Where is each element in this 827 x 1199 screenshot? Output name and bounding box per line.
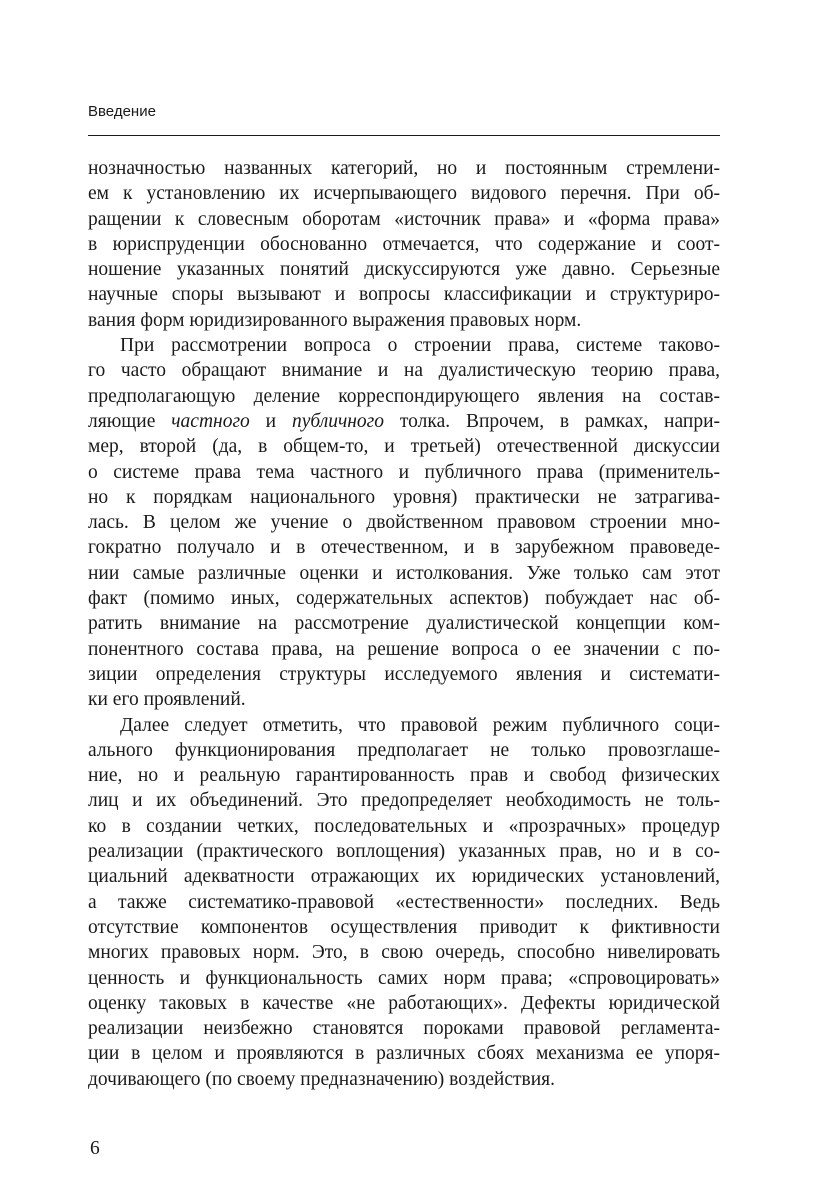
text-segment: ценность и функциональность самих норм права; «спровоцировать» — [88, 967, 720, 989]
text-segment: ляющие — [88, 410, 172, 432]
text-line — [88, 257, 720, 282]
text-line — [88, 864, 720, 889]
text-segment: а также систематико-правовой «естественности» последних. Ведь — [88, 891, 720, 913]
paragraph — [88, 156, 720, 333]
text-segment: в юриспруденции обоснованно отмечается, что содержание и соот- — [88, 233, 720, 255]
text-segment: циальний адекватности отражающих их юридических установлений, — [88, 866, 720, 888]
text-line — [88, 561, 720, 586]
text-line — [88, 181, 720, 206]
text-segment: вания форм юридизированного выражения правовых норм. — [88, 309, 582, 331]
text-line — [88, 207, 720, 232]
text-line — [88, 434, 720, 459]
text-line — [88, 510, 720, 535]
italic-term: публичного — [291, 410, 385, 432]
body-text — [88, 156, 720, 1092]
text-line — [88, 763, 720, 788]
text-line — [88, 940, 720, 965]
running-header: Введение — [88, 103, 156, 120]
text-line — [88, 890, 720, 915]
text-line — [88, 460, 720, 485]
text-segment: и — [249, 410, 292, 432]
text-segment: гократно получало и в отечественном, и в зарубежном правоведе- — [88, 537, 720, 559]
text-segment: го часто обращают внимание и на дуалистическую теорию права, — [88, 360, 720, 382]
text-line — [88, 788, 720, 813]
text-segment: ко в создании четких, последовательных и «прозрачных» процедур — [88, 815, 720, 837]
text-segment: ки его проявлений. — [88, 689, 246, 711]
text-segment: реализации (практического воплощения) указанных прав, но и в со- — [88, 841, 720, 863]
text-segment: факт (помимо иных, содержательных аспектов) побуждает нас об- — [88, 588, 720, 610]
text-segment: о системе права тема частного и публичного права (применитель- — [88, 461, 720, 483]
text-segment: предполагающую деление корреспондирующего явления на состав- — [88, 385, 720, 407]
text-segment: реализации неизбежно становятся пороками правовой регламента- — [88, 1018, 720, 1040]
text-segment: но к порядкам национального уровня) практически не затрагива- — [88, 486, 720, 508]
page-number: 6 — [90, 1138, 100, 1159]
text-line — [88, 333, 720, 358]
text-segment: ального функционирования предполагает не только провозглаше- — [88, 739, 720, 761]
text-segment: ние, но и реальную гарантированность прав и свобод физических — [88, 765, 720, 787]
text-line — [88, 991, 720, 1016]
text-segment: ем к установлению их исчерпывающего видового перечня. При об- — [88, 183, 720, 205]
text-segment: лиц и их объединений. Это предопределяет необходимость не толь- — [88, 790, 720, 812]
text-line — [88, 814, 720, 839]
text-line — [88, 384, 720, 409]
text-segment: отсутствие компонентов осуществления приводит к фиктивности — [88, 916, 720, 938]
text-line — [88, 156, 720, 181]
text-line — [88, 535, 720, 560]
text-segment: толка. Впрочем, в рамках, напри- — [384, 410, 721, 432]
text-segment: нозначностью названных категорий, но и постоянным стремлени- — [88, 158, 720, 179]
text-line — [88, 637, 720, 662]
text-line — [88, 687, 720, 712]
text-segment: ношение указанных понятий дискуссируются уже давно. Серьезные — [88, 259, 720, 281]
text-segment: ратить внимание на рассмотрение дуалистической концепции ком- — [88, 613, 720, 635]
text-line — [88, 662, 720, 687]
text-line — [88, 839, 720, 864]
text-segment: многих правовых норм. Это, в свою очередь, способно нивелировать — [88, 942, 720, 964]
text-line — [88, 308, 720, 333]
paragraph — [88, 333, 720, 712]
text-line — [88, 485, 720, 510]
text-line — [88, 1016, 720, 1041]
text-line — [88, 282, 720, 307]
text-segment: ции в целом и проявляются в различных сбоях механизма ее упоря- — [88, 1043, 720, 1065]
paragraph — [88, 713, 720, 1092]
text-segment: ращении к словесным оборотам «источник права» и «форма права» — [88, 208, 720, 230]
header-divider — [88, 135, 720, 136]
text-line — [88, 966, 720, 991]
text-segment: При рассмотрении вопроса о строении права, системе таково- — [120, 335, 720, 357]
text-segment: зиции определения структуры исследуемого явления и системати- — [88, 663, 720, 685]
text-segment: лась. В целом же учение о двойственном правовом строении мно- — [88, 512, 720, 534]
italic-term: частного — [171, 410, 250, 432]
text-line — [88, 713, 720, 738]
text-segment: научные споры вызывают и вопросы классификации и структуриро- — [88, 284, 720, 306]
text-segment: мер, второй (да, в общем-то, и третьей) отечественной дискуссии — [88, 436, 720, 458]
text-line — [88, 738, 720, 763]
text-segment: Далее следует отметить, что правовой режим публичного соци- — [120, 714, 720, 736]
text-line — [88, 915, 720, 940]
text-line — [88, 1041, 720, 1066]
text-line — [88, 358, 720, 383]
text-segment: понентного состава права, на решение вопроса о ее значении с по- — [88, 638, 720, 660]
text-line — [88, 586, 720, 611]
text-segment: дочивающего (по своему предназначению) воздействия. — [88, 1068, 556, 1090]
text-segment: оценку таковых в качестве «не работающих». Дефекты юридической — [88, 992, 720, 1014]
text-line — [88, 611, 720, 636]
text-segment: нии самые различные оценки и истолкования. Уже только сам этот — [88, 562, 720, 584]
text-line — [88, 409, 720, 434]
text-line — [88, 1067, 720, 1092]
text-line — [88, 232, 720, 257]
